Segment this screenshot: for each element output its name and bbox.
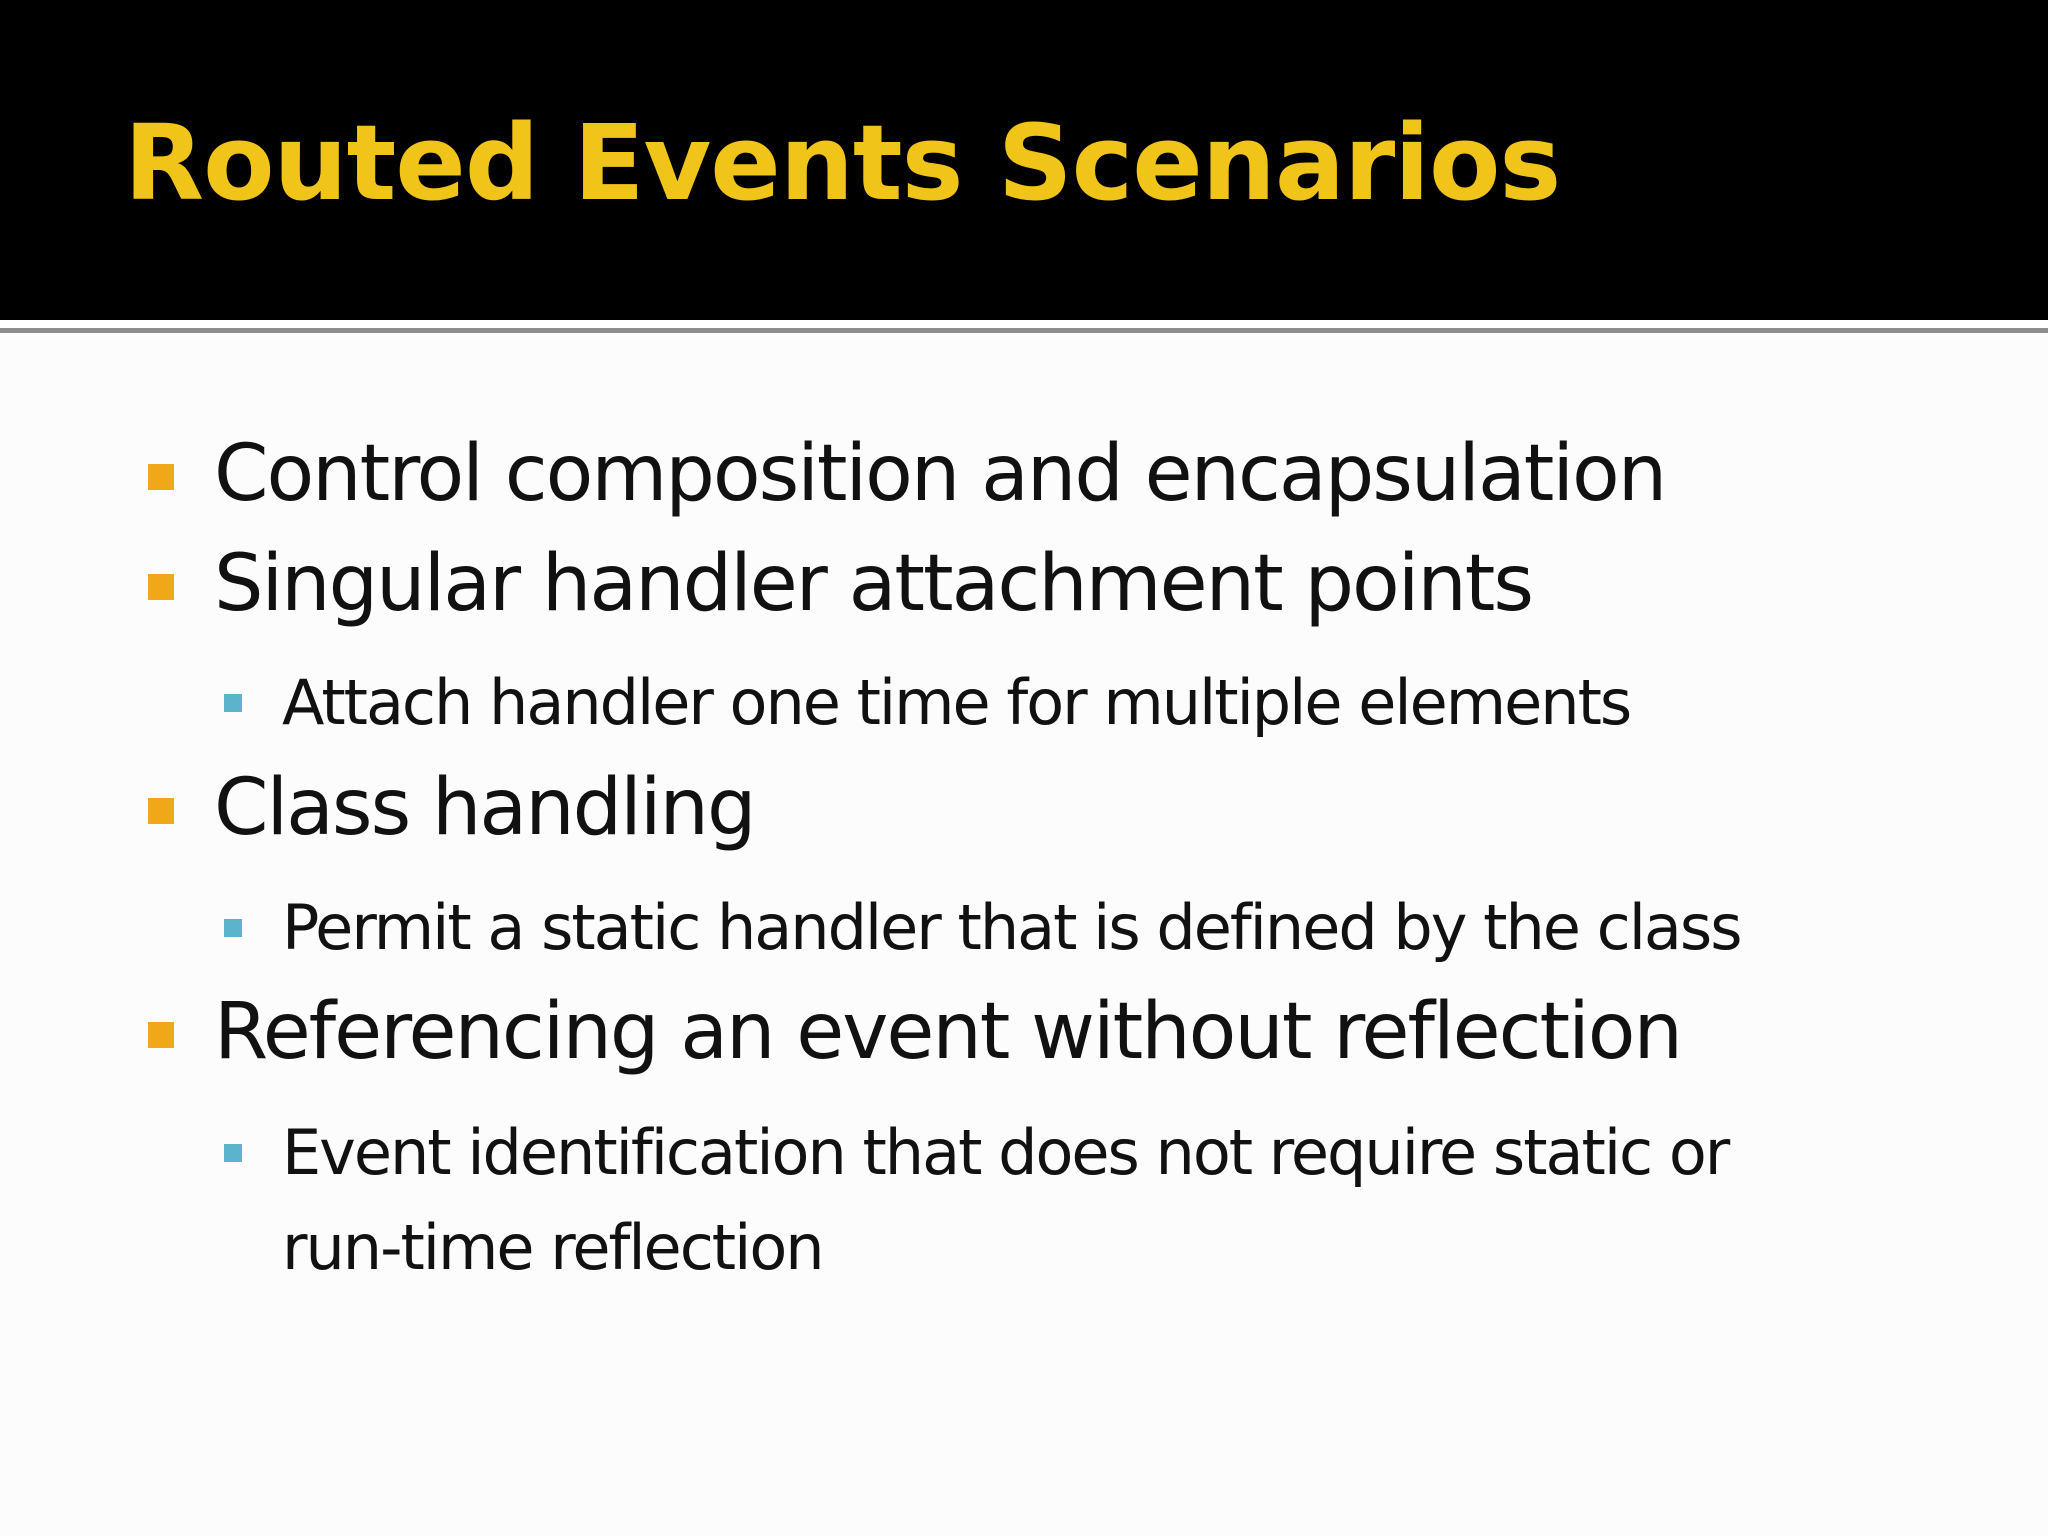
sub-bullet-text: Event identification that does not require static or bbox=[282, 1116, 1729, 1189]
square-sub-bullet-icon bbox=[224, 919, 242, 937]
sub-bullet-text: Permit a static handler that is defined by the class bbox=[282, 891, 1741, 964]
square-bullet-icon bbox=[148, 1022, 174, 1048]
square-bullet-icon bbox=[148, 574, 174, 600]
sub-bullet-text: Attach handler one time for multiple elements bbox=[282, 666, 1631, 739]
sub-bullet-text: run-time reflection bbox=[282, 1211, 823, 1284]
bullet-text: Class handling bbox=[214, 763, 755, 853]
bullet-text: Control composition and encapsulation bbox=[214, 429, 1666, 519]
bullet-text: Singular handler attachment points bbox=[214, 539, 1533, 629]
square-sub-bullet-icon bbox=[224, 694, 242, 712]
square-sub-bullet-icon bbox=[224, 1144, 242, 1162]
square-bullet-icon bbox=[148, 798, 174, 824]
square-bullet-icon bbox=[148, 464, 174, 490]
bullet-text: Referencing an event without reflection bbox=[214, 987, 1681, 1077]
slide-title: Routed Events Scenarios bbox=[124, 102, 1561, 224]
